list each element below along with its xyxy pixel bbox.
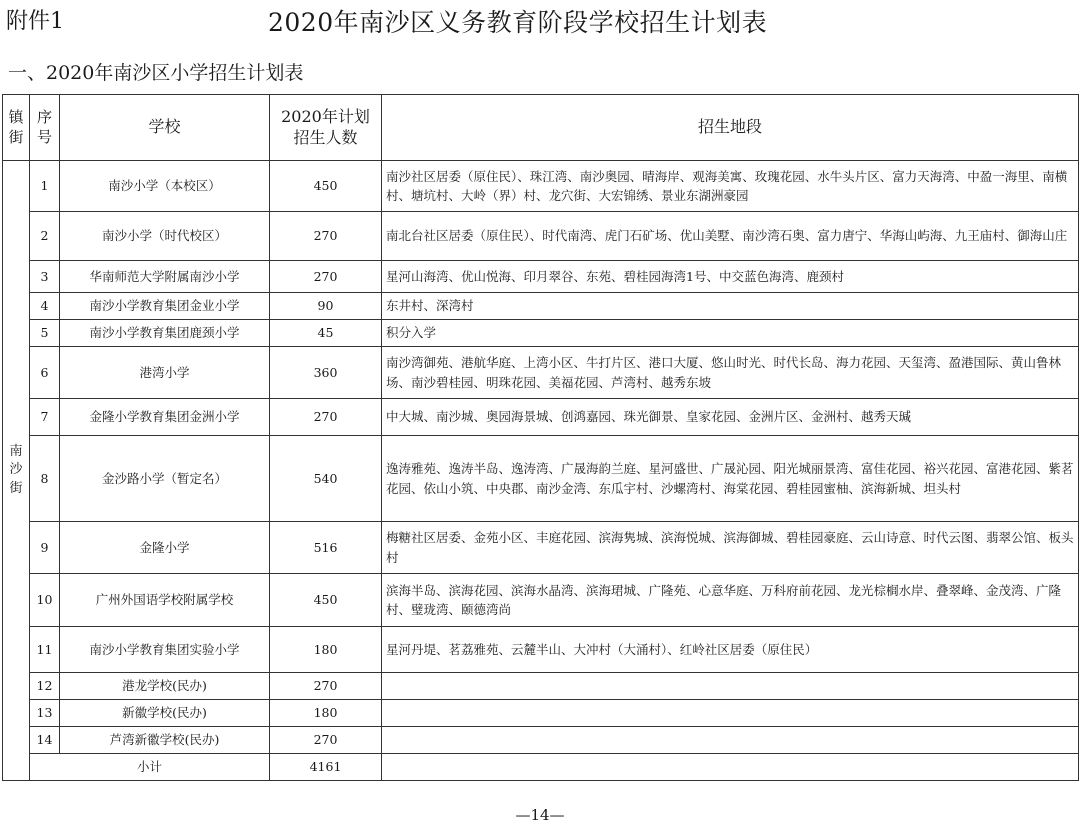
- row-number: 11: [30, 627, 60, 673]
- enrollment-area: [382, 727, 1079, 754]
- row-number: 13: [30, 700, 60, 727]
- enrollment-area: 星河丹堤、茗荔雅苑、云麓半山、大冲村（大涌村）、红岭社区居委（原住民）: [382, 627, 1079, 673]
- table-row: [3, 212, 1079, 261]
- school-name: 芦湾新徽学校(民办): [60, 727, 270, 754]
- enrollment-area: 南沙湾御苑、港航华庭、上湾小区、牛打片区、港口大厦、悠山时光、时代长岛、海力花园、天玺湾、盈港国际、黄山鲁林场、南沙碧桂园、明珠花园、美福花园、芦湾村、越秀东坡: [382, 347, 1079, 399]
- enrollment-area: 南沙社区居委（原住民）、珠江湾、南沙奥园、晴海岸、观海美寓、玫瑰花园、水牛头片区、富力天海湾、中盈一海里、南横村、塘坑村、大岭（界）村、龙穴街、大宏锦绣、景业东湖洲豪园: [382, 161, 1079, 212]
- town-cell: [3, 161, 30, 781]
- plan-count: 90: [270, 293, 382, 320]
- enrollment-area: 东井村、深湾村: [382, 293, 1079, 320]
- school-name: 南沙小学教育集团金业小学: [60, 293, 270, 320]
- enrollment-area: 中大城、南沙城、奥园海景城、创鸿嘉园、珠光御景、皇家花园、金洲片区、金洲村、越秀天瑊: [382, 399, 1079, 436]
- plan-count: 270: [270, 673, 382, 700]
- plan-count: 270: [270, 212, 382, 261]
- table-row: [3, 261, 1079, 293]
- col-school-header: 学校: [60, 95, 270, 161]
- plan-count: 45: [270, 320, 382, 347]
- subtotal-area: [382, 754, 1079, 781]
- subtotal-label: 小计: [30, 754, 270, 781]
- table-row: [3, 574, 1079, 627]
- col-town-header: 镇街: [3, 95, 30, 161]
- school-name: 金隆小学: [60, 522, 270, 574]
- plan-count: 360: [270, 347, 382, 399]
- col-plan-header-line2: 招生人数: [293, 127, 358, 147]
- school-name: 南沙小学教育集团鹿颈小学: [60, 320, 270, 347]
- school-name: 新徽学校(民办): [60, 700, 270, 727]
- school-name: 南沙小学（时代校区）: [60, 212, 270, 261]
- table-row: [3, 700, 1079, 727]
- table-row: [3, 727, 1079, 754]
- table-row: [3, 320, 1079, 347]
- enrollment-area: 滨海半岛、滨海花园、滨海水晶湾、滨海珺城、广隆苑、心意华庭、万科府前花园、龙光棕榈水岸、叠翠峰、金茂湾、广隆村、璧珑湾、颐德湾尚: [382, 574, 1079, 627]
- school-name: 港龙学校(民办): [60, 673, 270, 700]
- col-plan-header-line1: 2020年计划: [281, 106, 370, 126]
- table-row: [3, 522, 1079, 574]
- col-no-header: 序号: [30, 95, 60, 161]
- enrollment-area: 积分入学: [382, 320, 1079, 347]
- col-plan-header: [270, 95, 382, 161]
- row-number: 10: [30, 574, 60, 627]
- attachment-label: 附件1: [6, 9, 64, 34]
- school-name: 金隆小学教育集团金洲小学: [60, 399, 270, 436]
- subtotal-value: 4161: [270, 754, 382, 781]
- school-name: 南沙小学教育集团实验小学: [60, 627, 270, 673]
- row-number: 7: [30, 399, 60, 436]
- plan-count: 180: [270, 700, 382, 727]
- plan-count: 270: [270, 727, 382, 754]
- plan-count: 540: [270, 436, 382, 522]
- enrollment-area: 星河山海湾、优山悦海、印月翠谷、东苑、碧桂园海湾1号、中交蓝色海湾、鹿颈村: [382, 261, 1079, 293]
- section-subtitle: 一、2020年南沙区小学招生计划表: [8, 62, 304, 84]
- table-row: [3, 347, 1079, 399]
- school-name: 广州外国语学校附属学校: [60, 574, 270, 627]
- enrollment-area: 梅糖社区居委、金苑小区、丰庭花园、滨海隽城、滨海悦城、滨海御城、碧桂园豪庭、云山诗意、时代云图、翡翠公馆、板头村: [382, 522, 1079, 574]
- enrollment-area: 逸涛雅苑、逸涛半岛、逸涛湾、广晟海韵兰庭、星河盛世、广晟沁园、阳光城丽景湾、富佳花园、裕兴花园、富港花园、紫茗花园、依山小筑、中央郡、南沙金湾、东瓜宇村、沙螺湾村、海棠花园、碧桂园蜜柚、滨海新城、坦头村: [382, 436, 1079, 522]
- plan-count: 450: [270, 161, 382, 212]
- school-name: 港湾小学: [60, 347, 270, 399]
- table-row: [3, 436, 1079, 522]
- row-number: 1: [30, 161, 60, 212]
- plan-count: 450: [270, 574, 382, 627]
- page-number: —14—: [515, 806, 565, 824]
- plan-count: 180: [270, 627, 382, 673]
- subtotal-row: [3, 754, 1079, 781]
- row-number: 4: [30, 293, 60, 320]
- row-number: 2: [30, 212, 60, 261]
- table-row: [3, 161, 1079, 212]
- plan-count: 516: [270, 522, 382, 574]
- enrollment-area: [382, 700, 1079, 727]
- enrollment-area: 南北台社区居委（原住民）、时代南湾、虎门石矿场、优山美墅、南沙湾石奥、富力唐宁、华海山屿海、九王庙村、御海山庄: [382, 212, 1079, 261]
- enrollment-table: [2, 94, 1079, 781]
- enrollment-area: [382, 673, 1079, 700]
- row-number: 12: [30, 673, 60, 700]
- row-number: 8: [30, 436, 60, 522]
- row-number: 3: [30, 261, 60, 293]
- header-row: [3, 95, 1079, 161]
- school-name: 南沙小学（本校区）: [60, 161, 270, 212]
- table-row: [3, 673, 1079, 700]
- school-name: 金沙路小学（暂定名）: [60, 436, 270, 522]
- table-row: [3, 627, 1079, 673]
- row-number: 9: [30, 522, 60, 574]
- town-name: 南沙街: [9, 444, 23, 496]
- school-name: 华南师范大学附属南沙小学: [60, 261, 270, 293]
- plan-count: 270: [270, 399, 382, 436]
- row-number: 5: [30, 320, 60, 347]
- table-row: [3, 293, 1079, 320]
- row-number: 6: [30, 347, 60, 399]
- page-title: 2020年南沙区义务教育阶段学校招生计划表: [268, 8, 768, 37]
- plan-count: 270: [270, 261, 382, 293]
- col-area-header: 招生地段: [382, 95, 1079, 161]
- table-row: [3, 399, 1079, 436]
- row-number: 14: [30, 727, 60, 754]
